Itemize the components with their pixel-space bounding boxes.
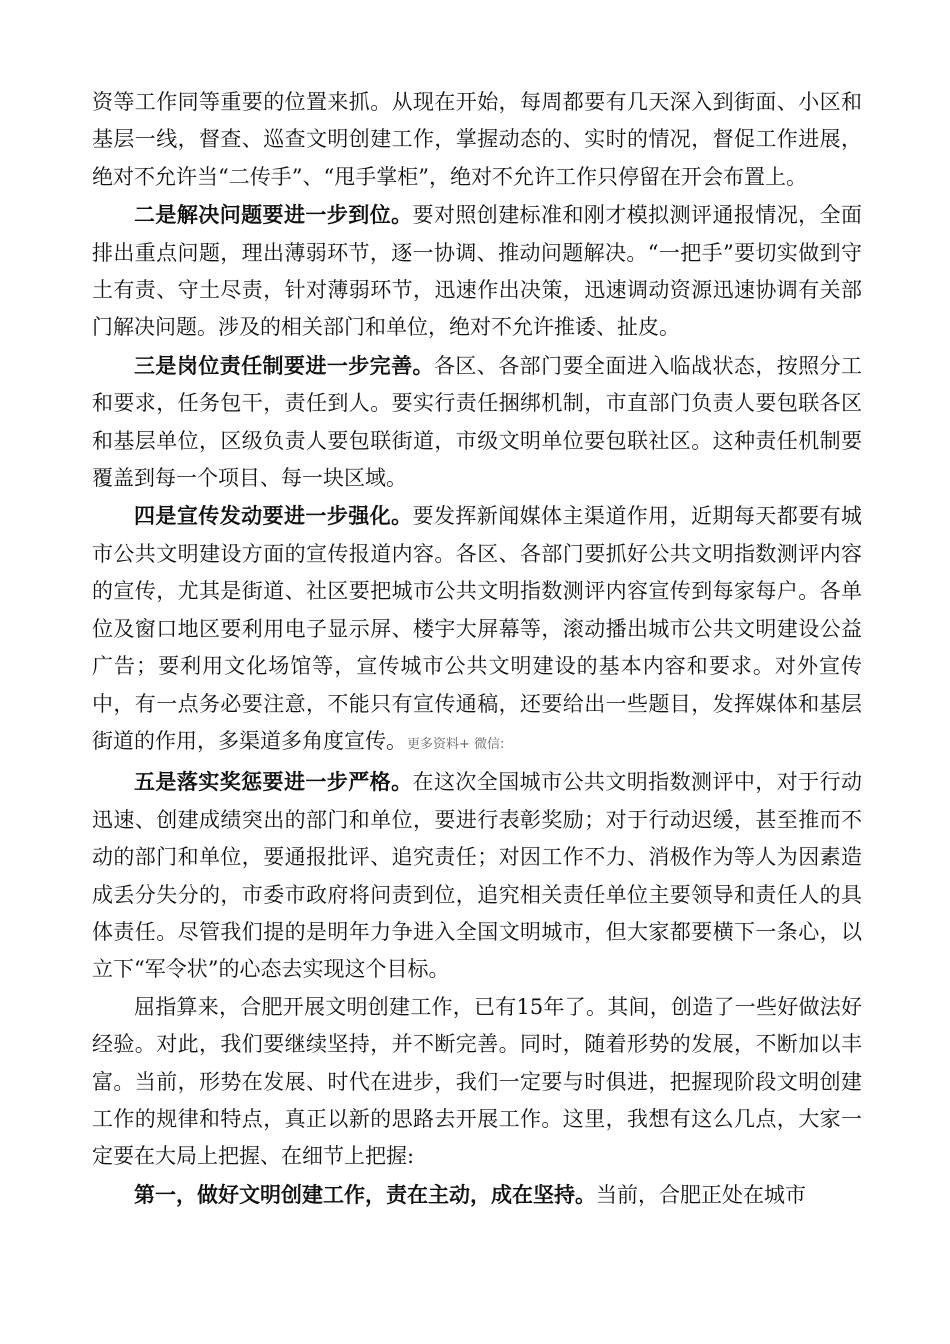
paragraph-intro [92,989,862,1176]
paragraph-text: 要发挥新闻媒体主渠道作用，近期每天都要有城市公共文明建设方面的宣传报道内容。各区、各部门要抓好公共文明指数测评内容的宣传，尤其是街道、社区要把城市公共文明指数测评内容宣传到每家每户。各单位及窗口地区要利用电子显示屏、楼宇大屏幕等，滚动播出城市公共文明建设公益广告；要利用文化场馆等，宣传城市公共文明建设的基本内容和要求。对外宣传中，有一点务必要注意，不能只有宣传通稿，还要给出一些题目，发挥媒体和基层街道的作用，多渠道多角度宣传。 [92,504,862,753]
paragraph-text: 当前，合肥正处在城市 [596,1182,806,1207]
paragraph-point-5 [92,763,862,988]
paragraph-point-4 [92,497,862,763]
paragraph-point-2 [92,196,862,347]
paragraph-first-point [92,1176,862,1214]
paragraph-heading: 第一，做好文明创建工作，责在主动，成在坚持。 [134,1181,596,1207]
watermark-note: 更多资料+ 微信: [407,736,505,752]
paragraph-heading: 二是解决问题要进一步到位。 [134,202,413,228]
paragraph-text: 要对照创建标准和刚才模拟测评通报情况，全面排出重点问题，理出薄弱环节，逐一协调、推动问题解决。“一把手”要切实做到守土有责、守土尽责，针对薄弱环节，迅速作出决策，迅速调动资源迅速协调有关部门解决问题。涉及的相关部门和单位，绝对不允许推诿、扯皮。 [92,203,862,340]
paragraph-text: 屈指算来，合肥开展文明创建工作，已有15年了。其间，创造了一些好做法好经验。对此，我们要继续坚持，并不断完善。同时，随着形势的发展，不断加以丰富。当前，形势在发展、时代在进步，我们一定要与时俱进，把握现阶段文明创建工作的规律和特点，真正以新的思路去开展工作。这里，我想有这么几点，大家一定要在大局上把握、在细节上把握: [92,994,862,1169]
paragraph-heading: 四是宣传发动要进一步强化。 [134,503,413,529]
document-page [92,84,862,1214]
paragraph-heading: 五是落实奖惩要进一步严格。 [134,769,413,795]
paragraph-text: 各区、各部门要全面进入临战状态，按照分工和要求，任务包干，责任到人。要实行责任捆绑机制，市直部门负责人要包联各区和基层单位，区级负责人要包联街道，市级文明单位要包联社区。这种责任机制要覆盖到每一个项目、每一块区域。 [92,353,863,491]
paragraph-point-3 [92,347,862,498]
paragraph-text: 资等工作同等重要的位置来抓。从现在开始，每周都要有几天深入到街面、小区和基层一线，督查、巡查文明创建工作，掌握动态的、实时的情况，督促工作进展，绝对不允许当“二传手”、“甩手掌柜”，绝对不允许工作只停留在开会布置上。 [92,90,862,189]
paragraph-heading: 三是岗位责任制要进一步完善。 [134,352,434,378]
paragraph-continuation [92,84,862,196]
paragraph-text: 在这次全国城市公共文明指数测评中，对于行动迅速、创建成绩突出的部门和单位，要进行表彰奖励；对于行动迟缓，甚至推而不动的部门和单位，要通报批评、追究责任；对因工作不力、消极作为等人为因素造成丢分失分的，市委市政府将问责到位，追究相关责任单位主要领导和责任人的具体责任。尽管我们提的是明年力争进入全国文明城市，但大家都要横下一条心，以立下“军令状”的心态去实现这个目标。 [92,770,862,982]
